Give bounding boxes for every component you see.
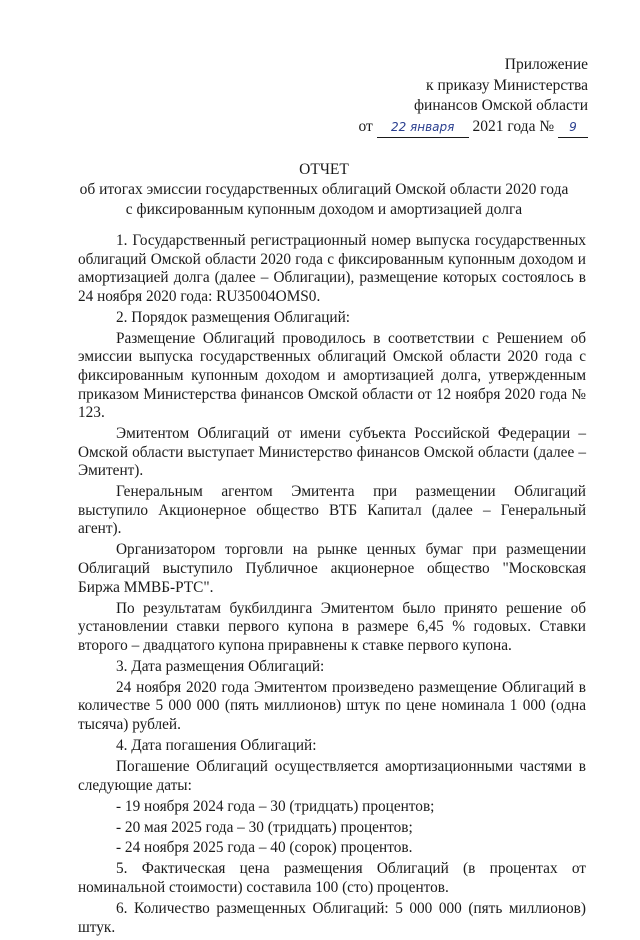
handwritten-date: 22 января <box>390 119 455 134</box>
paragraph-1: 1. Государственный регистрационный номер выпуска государственных облигаций Омской области 2020 года с фиксированным купонным доходом и амортизацией долга (далее – Облигации), размещение которых состоялось в 24 ноября 2020 года: RU35004OMS0. <box>78 232 586 305</box>
paragraph-3: Размещение Облигаций проводилось в соответствии с Решением об эмиссии выпуска государственных облигаций Омской области 2020 года с фиксированным купонным доходом и амортизацией долга, утвержденным приказом Министерства финансов Омской области от 12 ноября 2020 года № 123. <box>78 329 586 422</box>
paragraph-5: Генеральным агентом Эмитента при размещении Облигаций выступило Акционерное общество ВТБ Капитал (далее – Генеральный агент). <box>78 483 586 538</box>
appendix-header <box>358 55 588 138</box>
report-subtitle-line-1: об итогах эмиссии государственных облигаций Омской области 2020 года <box>79 181 569 198</box>
paragraph-11: Погашение Облигаций осуществляется амортизационными частями в следующие даты: <box>78 757 586 794</box>
report-body <box>78 232 586 940</box>
appendix-line-1: Приложение <box>504 56 588 73</box>
number-blank <box>558 117 588 139</box>
paragraph-6: Организатором торговли на рынке ценных бумаг при размещении Облигаций выступило Публичное акционерное общество "Московская Биржа ММВБ-РТС". <box>78 541 586 596</box>
paragraph-7: По результатам букбилдинга Эмитентом было принято решение об установлении ставки первого купона в размере 6,45 % годовых. Ставки второго – двадцатого купона приравнены к ставке первого купона. <box>78 599 586 654</box>
list-item-3: - 24 ноября 2025 года – 40 (сорок) процентов. <box>116 839 413 857</box>
appendix-date-line <box>358 117 588 139</box>
date-blank <box>377 117 469 139</box>
list-item-1: - 19 ноября 2024 года – 30 (тридцать) процентов; <box>116 797 435 815</box>
date-prefix: от <box>358 117 373 135</box>
appendix-line-2: к приказу Министерства <box>426 76 588 94</box>
paragraph-13: 6. Количество размещенных Облигаций: 5 000 000 (пять миллионов) штук. <box>78 900 586 936</box>
list-item-2: - 20 мая 2025 года – 30 (тридцать) процентов; <box>116 818 413 836</box>
report-heading <box>60 160 588 220</box>
report-subtitle-line-2: с фиксированным купонным доходом и амортизацией долга <box>125 201 523 218</box>
paragraph-9: 24 ноября 2020 года Эмитентом произведено размещение Облигаций в количестве 5 000 000 (пять миллионов) штук по цене номинала 1 000 (одна тысяча) рублей. <box>78 678 586 733</box>
paragraph-10: 4. Дата погашения Облигаций: <box>116 736 317 754</box>
paragraph-8: 3. Дата размещения Облигаций: <box>116 657 325 675</box>
date-suffix: 2021 года № <box>472 117 555 135</box>
paragraph-4: Эмитентом Облигаций от имени субъекта Российской Федерации – Омской области выступает Министерство финансов Омской области (далее – Эмитент). <box>78 425 586 480</box>
paragraph-12: 5. Фактическая цена размещения Облигаций (в процентах от номинальной стоимости) составила 100 (сто) процентов. <box>78 860 586 897</box>
handwritten-number: 9 <box>569 119 577 134</box>
report-title: ОТЧЕТ <box>299 161 349 178</box>
appendix-line-3: финансов Омской области <box>414 97 588 114</box>
paragraph-2: 2. Порядок размещения Облигаций: <box>116 308 351 326</box>
